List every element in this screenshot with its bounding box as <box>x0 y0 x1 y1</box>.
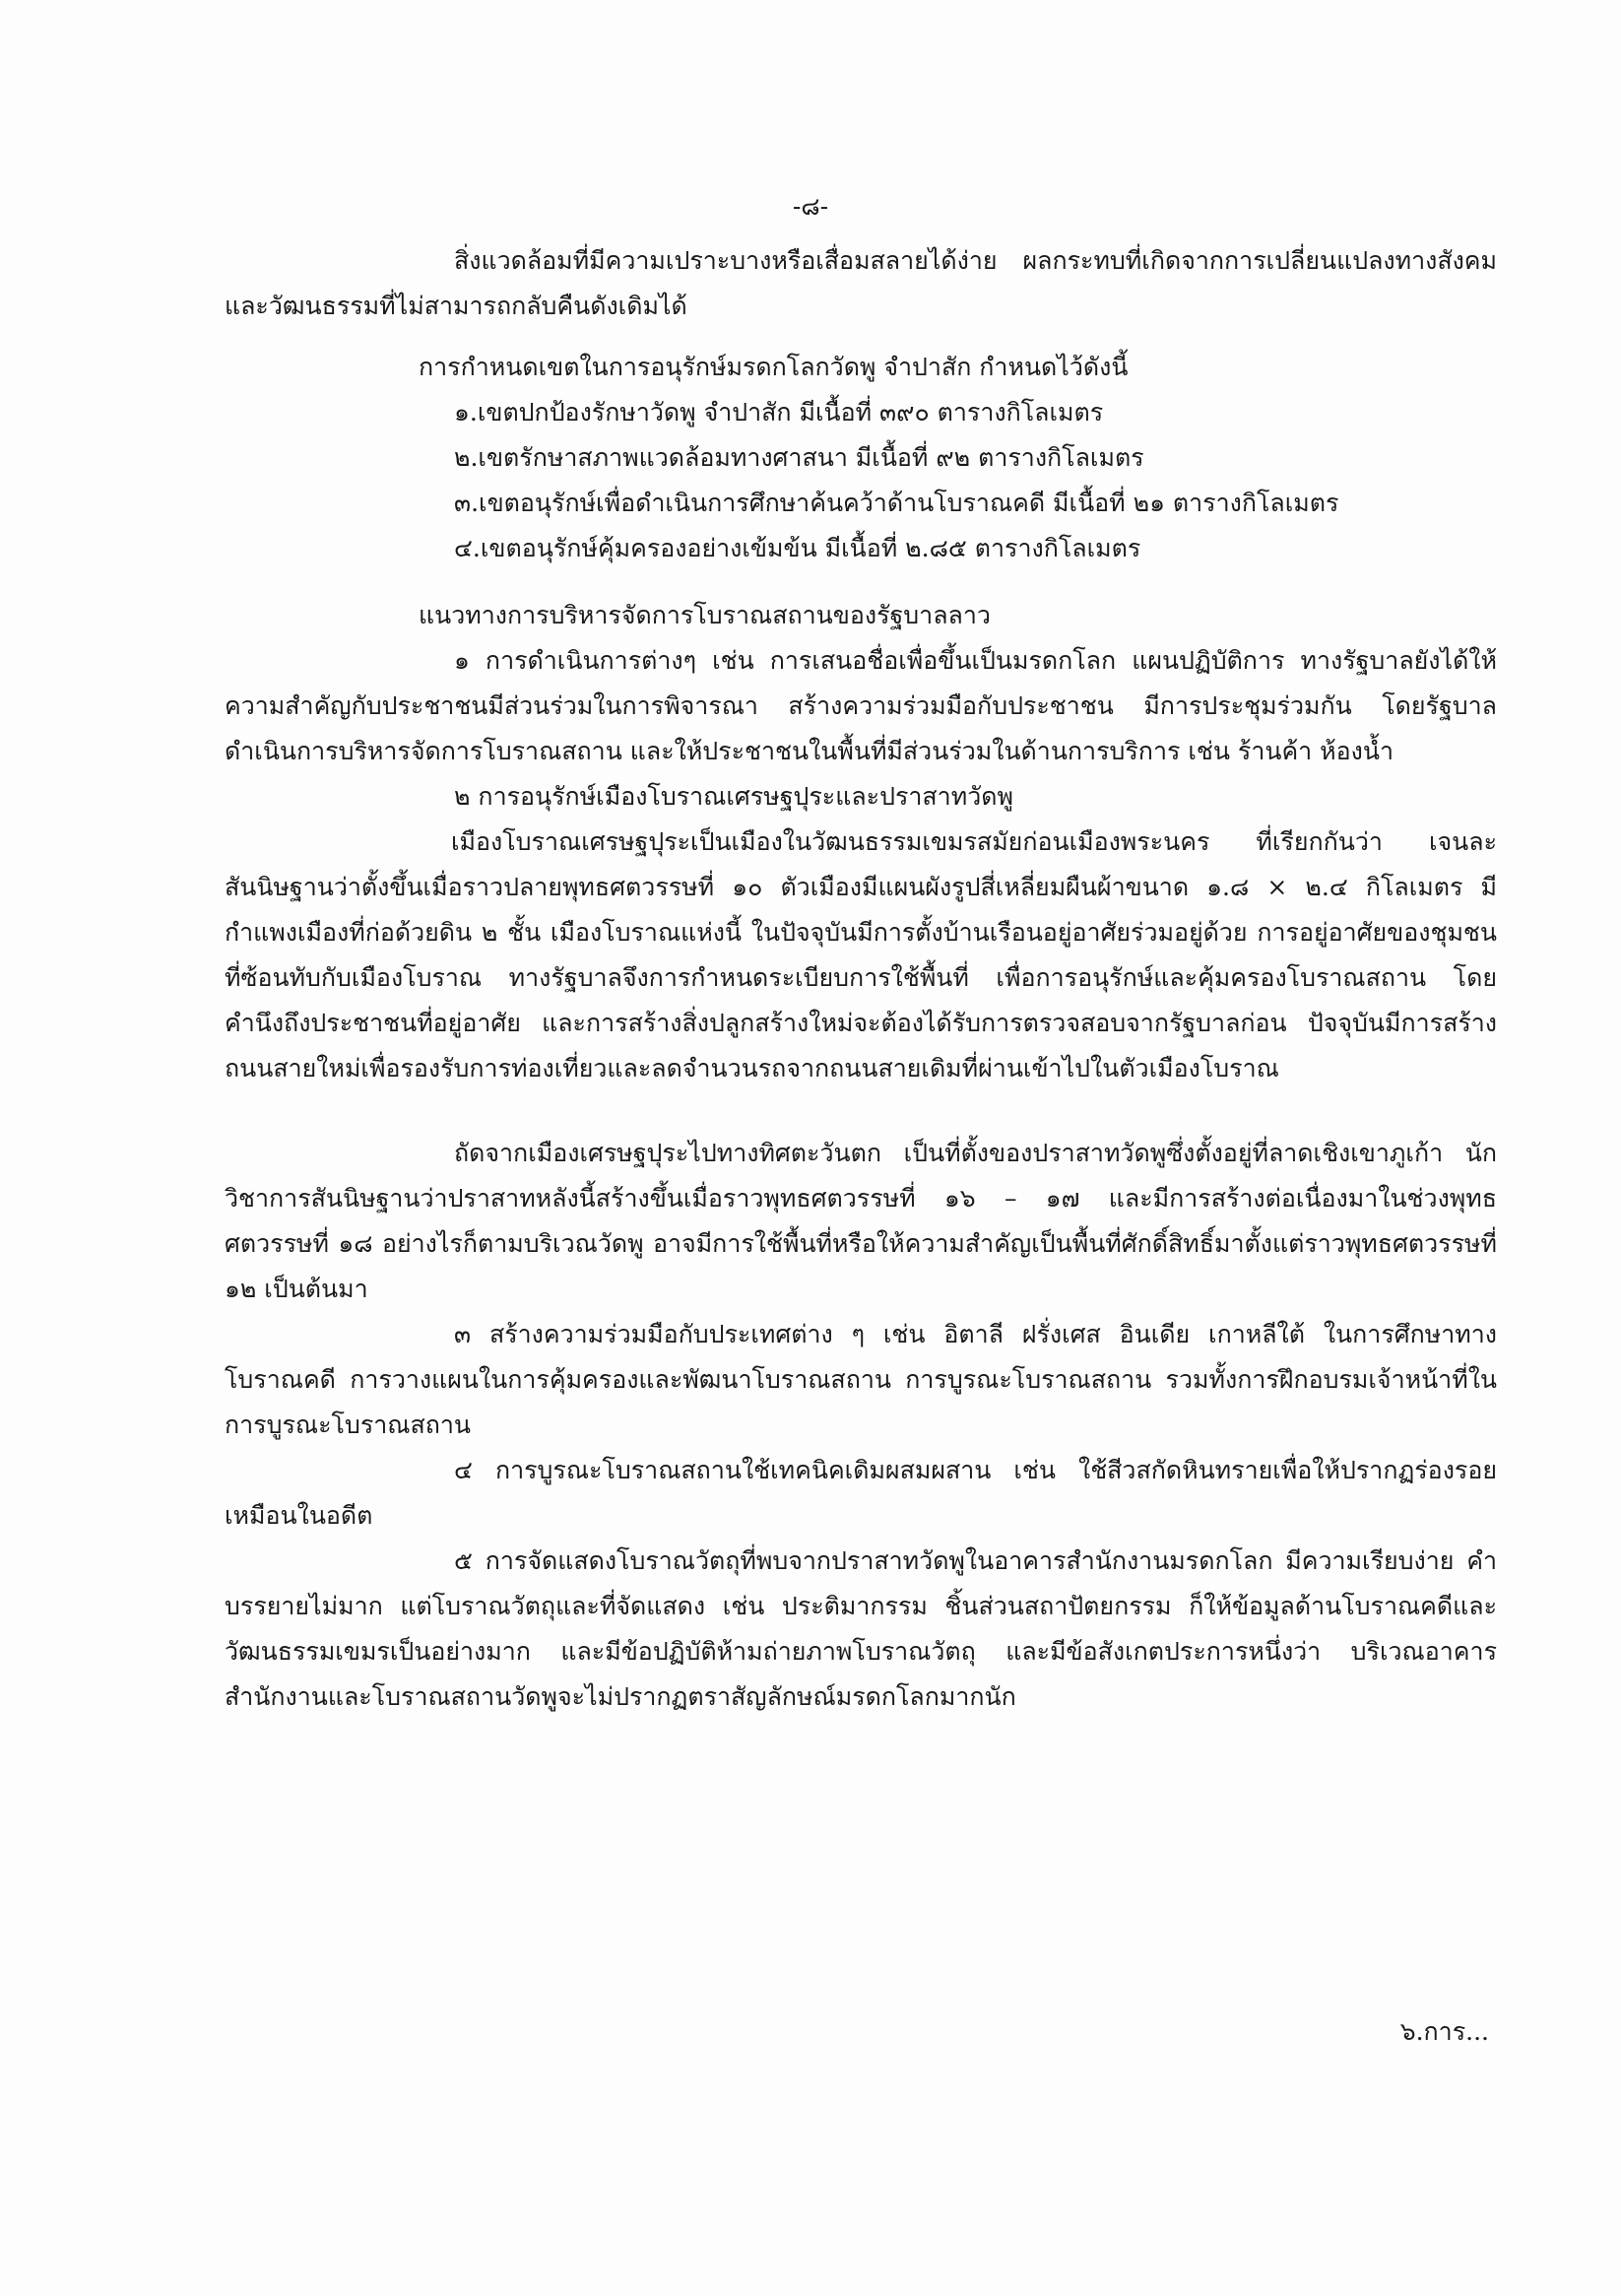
guideline-2-body-2: ถัดจากเมืองเศรษฐปุระไปทางทิศตะวันตก เป็นที่ตั้งของปราสาทวัดพูซึ่งตั้งอยู่ที่ลาดเชิงเขาภูเก้า นักวิชาการสันนิษฐานว่าปราสาทหลังนี้สร้างขึ้นเมื่อราวพุทธศตวรรษที่ ๑๖ – ๑๗ และมีการสร้างต่อเนื่องมาในช่วงพุทธศตวรรษที่ ๑๘ อย่างไรก็ตามบริเวณวัดพู อาจมีการใช้พื้นที่หรือให้ความสำคัญเป็นพื้นที่ศักดิ์สิทธิ์มาตั้งแต่ราวพุทธศตวรรษที่ ๑๒ เป็นต้นมา <box>225 1139 1497 1303</box>
zones-intro: การกำหนดเขตในการอนุรักษ์มรดกโลกวัดพู จำปาสัก กำหนดไว้ดังนี้ <box>419 353 1129 381</box>
guideline-2-body-1: เมืองโบราณเศรษฐปุระเป็นเมืองในวัฒนธรรมเขมรสมัยก่อนเมืองพระนคร ที่เรียกกันว่า เจนละ สันนิษฐานว่าตั้งขึ้นเมื่อราวปลายพุทธศตวรรษที่ ๑๐ ตัวเมืองมีแผนผังรูปสี่เหลี่ยมผืนผ้าขนาด ๑.๘ × ๒.๔ กิโลเมตร มีกำแพงเมืองที่ก่อด้วยดิน ๒ ชั้น เมืองโบราณแห่งนี้ ในปัจจุบันมีการตั้งบ้านเรือนอยู่อาศัยร่วมอยู่ด้วย การอยู่อาศัยของชุมชนที่ซ้อนทับกับเมืองโบราณ ทางรัฐบาลจึงการกำหนดระเบียบการใช้พื้นที่ เพื่อการอนุรักษ์และคุ้มครองโบราณสถาน โดยคำนึงถึงประชาชนที่อยู่อาศัย และการสร้างสิ่งปลูกสร้างใหม่จะต้องได้รับการตรวจสอบจากรัฐบาลก่อน ปัจจุบันมีการสร้างถนนสายใหม่เพื่อรองรับการท่องเที่ยวและลดจำนวนรถจากถนนสายเดิมที่ผ่านเข้าไปในตัวเมืองโบราณ <box>225 827 1497 1082</box>
document-body <box>225 238 1497 1720</box>
zone-item-4: ๔.เขตอนุรักษ์คุ้มครองอย่างเข้มข้น มีเนื้อที่ ๒.๘๕ ตารางกิโลเมตร <box>454 534 1141 562</box>
guideline-4: ๔ การบูรณะโบราณสถานใช้เทคนิคเดิมผสมผสาน เช่น ใช้สีวสกัดหินทรายเพื่อให้ปรากฏร่องรอยเหมือนในอดีต <box>225 1456 1497 1530</box>
guideline-1: ๑ การดำเนินการต่างๆ เช่น การเสนอชื่อเพื่อขึ้นเป็นมรดกโลก แผนปฏิบัติการ ทางรัฐบาลยังได้ให้ความสำคัญกับประชาชนมีส่วนร่วมในการพิจารณา สร้างความร่วมมือกับประชาชน มีการประชุมร่วมกัน โดยรัฐบาลดำเนินการบริหารจัดการโบราณสถาน และให้ประชาชนในพื้นที่มีส่วนร่วมในด้านการบริการ เช่น ร้านค้า ห้องน้ำ <box>225 646 1497 765</box>
paragraph-environment: สิ่งแวดล้อมที่มีความเปราะบางหรือเสื่อมสลายได้ง่าย ผลกระทบที่เกิดจากการเปลี่ยนแปลงทางสังคมและวัฒนธรรมที่ไม่สามารถกลับคืนดังเดิมได้ <box>225 246 1497 320</box>
page-number: -๘- <box>792 192 829 221</box>
zone-item-3: ๓.เขตอนุรักษ์เพื่อดำเนินการศึกษาค้นคว้าด้านโบราณคดี มีเนื้อที่ ๒๑ ตารางกิโลเมตร <box>454 489 1339 517</box>
zone-item-1: ๑.เขตปกป้องรักษาวัดพู จำปาสัก มีเนื้อที่ ๓๙๐ ตารางกิโลเมตร <box>454 398 1104 426</box>
continuation-marker: ๖.การ... <box>1399 2017 1489 2046</box>
guidelines-intro: แนวทางการบริหารจัดการโบราณสถานของรัฐบาลลาว <box>419 601 991 629</box>
guideline-3: ๓ สร้างความร่วมมือกับประเทศต่าง ๆ เช่น อิตาลี ฝรั่งเศส อินเดีย เกาหลีใต้ ในการศึกษาทางโบราณคดี การวางแผนในการคุ้มครองและพัฒนาโบราณสถาน การบูรณะโบราณสถาน รวมทั้งการฝึกอบรมเจ้าหน้าที่ในการบูรณะโบราณสถาน <box>225 1320 1497 1439</box>
guideline-5: ๕ การจัดแสดงโบราณวัตถุที่พบจากปราสาทวัดพูในอาคารสำนักงานมรดกโลก มีความเรียบง่าย คำบรรยายไม่มาก แต่โบราณวัตถุและที่จัดแสดง เช่น ประติมากรรม ชิ้นส่วนสถาปัตยกรรม ก็ให้ข้อมูลด้านโบราณคดีและวัฒนธรรมเขมรเป็นอย่างมาก และมีข้อปฏิบัติห้ามถ่ายภาพโบราณวัตถุ และมีข้อสังเกตประการหนึ่งว่า บริเวณอาคารสำนักงานและโบราณสถานวัดพูจะไม่ปรากฏตราสัญลักษณ์มรดกโลกมากนัก <box>225 1546 1497 1711</box>
zone-item-2: ๒.เขตรักษาสภาพแวดล้อมทางศาสนา มีเนื้อที่ ๙๒ ตารางกิโลเมตร <box>454 443 1144 472</box>
guideline-2-title: ๒ การอนุรักษ์เมืองโบราณเศรษฐปุระและปราสาทวัดพู <box>454 782 1013 811</box>
